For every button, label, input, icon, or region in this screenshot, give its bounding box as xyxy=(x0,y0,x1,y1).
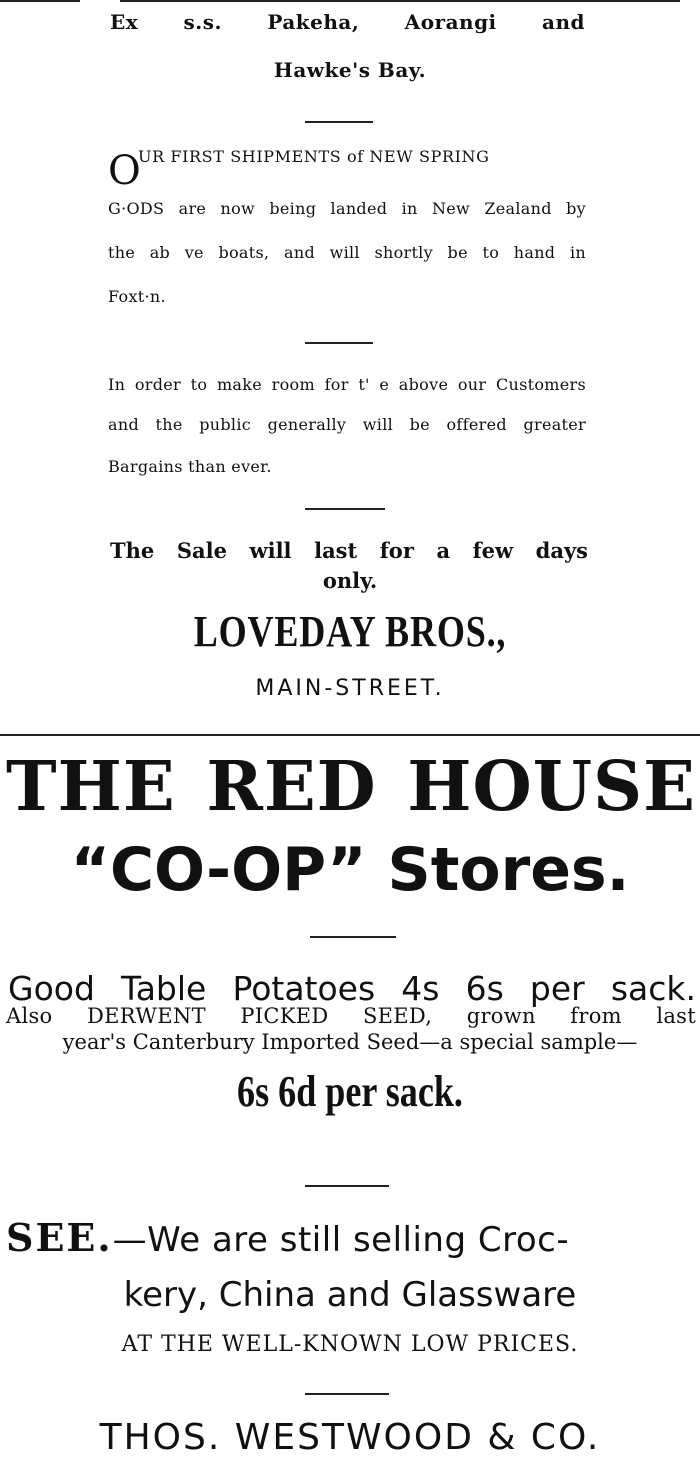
ad1-para1-line4: Foxt·n. xyxy=(108,287,166,306)
ad2-prices-line: AT THE WELL-KNOWN LOW PRICES. xyxy=(121,1332,579,1357)
ad2-see-line2: kery, China and Glassware xyxy=(123,1275,577,1315)
ad2-potatoes-line: Good Table Potatoes 4s 6s per sack. xyxy=(8,969,696,1008)
ad1-heading-line1: Ex s.s. Pakeha, Aorangi and xyxy=(110,10,585,34)
ad2-see-line1-rest: —We are still selling Croc- xyxy=(112,1220,570,1260)
ad1-heading-line2: Hawke's Bay. xyxy=(273,58,427,82)
ad1-para2-line3: Bargains than ever. xyxy=(108,457,272,476)
ad2-firm-name: THOS. WESTWOOD & CO. xyxy=(99,1417,601,1458)
ad1-divider-2 xyxy=(305,342,373,344)
ad2-divider-3 xyxy=(305,1393,389,1395)
ad2-see-label: SEE. xyxy=(6,1215,113,1260)
ad1-address: MAIN-STREET. xyxy=(255,676,445,701)
ad2-divider-1 xyxy=(310,936,396,938)
ad2-divider-2 xyxy=(305,1185,389,1187)
ad2-seed-price: 6s 6d per sack. xyxy=(237,1067,463,1116)
ad1-firm-name: LOVEDAY BROS., xyxy=(193,607,507,656)
top-rule-left xyxy=(0,0,80,2)
ad2-seed-line2: year's Canterbury Imported Seed—a special sample— xyxy=(62,1030,638,1054)
ad1-paragraph-shipments xyxy=(108,147,586,306)
ad2-title-line1: THE RED HOUSE xyxy=(6,747,696,827)
ad2-title-line2: “CO-OP” Stores. xyxy=(70,835,630,905)
ad1-dropcap: O xyxy=(108,148,142,194)
ad1-sale-line1: The Sale will last for a few days xyxy=(110,538,588,563)
ad1-divider-3 xyxy=(305,508,385,510)
ad2-see-line1 xyxy=(6,1210,696,1274)
ad1-divider-1 xyxy=(305,121,373,123)
ad-separator-rule xyxy=(0,734,700,736)
ad1-para1-line2: G·ODS are now being landed in New Zealand by xyxy=(108,199,586,218)
ad1-para1-line3: the ab ve boats, and will shortly be to hand in xyxy=(108,243,586,262)
ad1-sale-line2: only. xyxy=(322,568,378,593)
ad1-para1-line1: UR FIRST SHIPMENTS of NEW SPRING xyxy=(138,147,490,166)
ad2-seed-line1: Also DERWENT PICKED SEED, grown from last xyxy=(6,1004,696,1028)
ad1-para2-line1: In order to make room for t' e above our Customers xyxy=(108,375,586,394)
top-rule-right xyxy=(120,0,680,2)
ad1-para2-line2: and the public generally will be offered greater xyxy=(108,415,586,434)
